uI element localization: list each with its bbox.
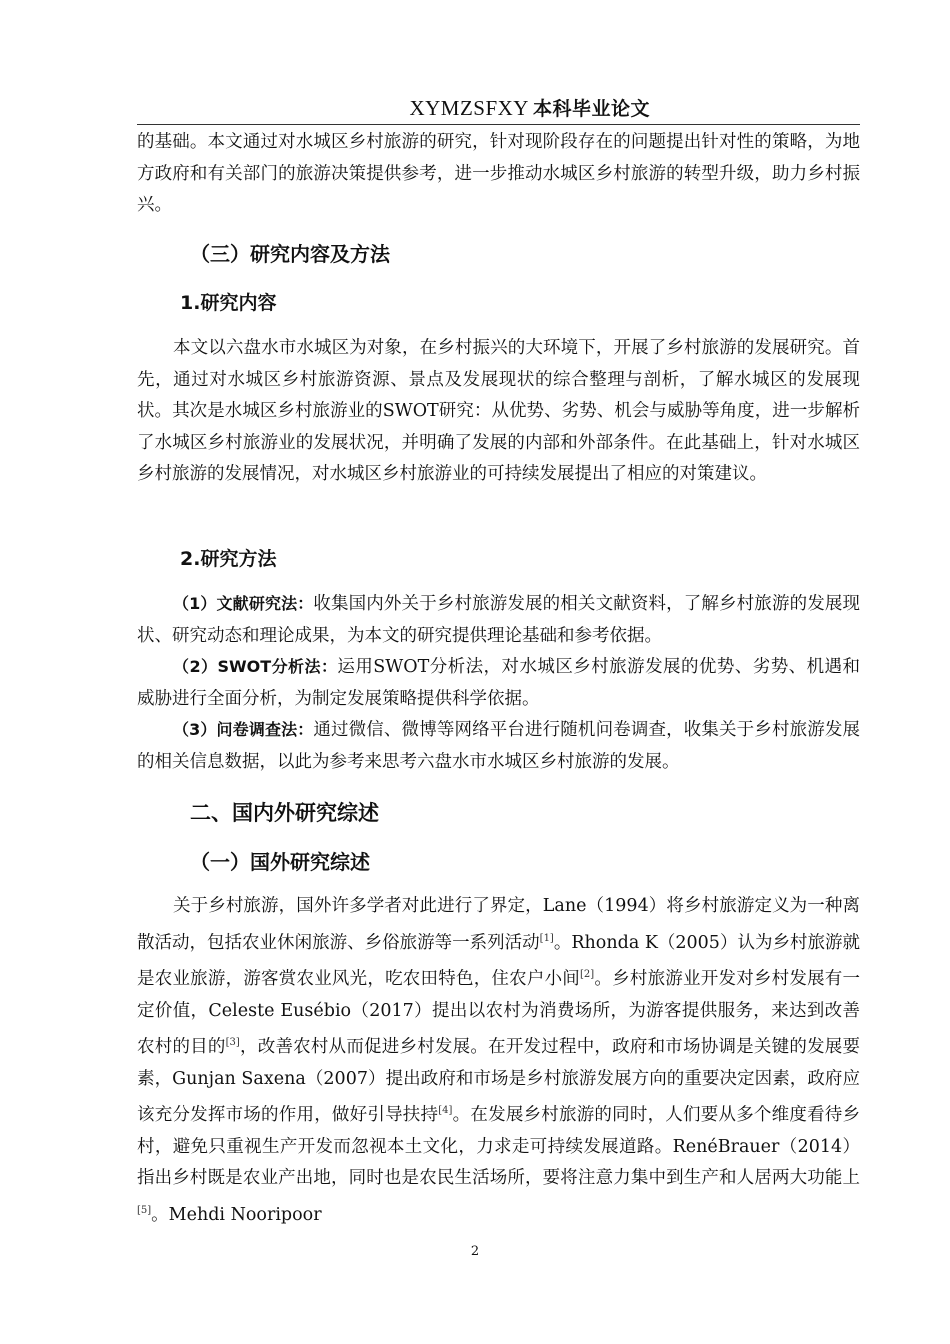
header-title bbox=[409, 94, 650, 121]
intro-tail-paragraph: 的基础。本文通过对水城区乡村旅游的研究，针对现阶段存在的问题提出针对性的策略，为地方政府和有关部门的旅游决策提供参考，进一步推动水城区乡村旅游的转型升级，助力乡村振兴。 bbox=[137, 132, 860, 215]
header-thesis-title: 本科毕业论文 bbox=[532, 98, 650, 120]
method-text: 收集国内外关于乡村旅游发展的相关文献资料，了解乡村旅游的发展现状、研究动态和理论成果，为本文的研究提供理论基础和参考依据。 bbox=[137, 594, 860, 646]
review-text: ，改善农村从而促进乡村发展。在开发过程中，政府和市场协调是关键的发展要素，Gunjan Saxena（2007）提出政府和市场是乡村旅游发展方向的重要决定因素，政府应该充分发挥市场的作用，做好引导扶持 bbox=[137, 1037, 861, 1125]
review-text: 。Mehdi Nooripoor bbox=[151, 1204, 322, 1225]
review-text: 。Rhonda K（2005）认为乡村旅游就是农业旅游，游客赏农业风光，吃农田特色，住农户小间 bbox=[137, 932, 861, 989]
method-text: 通过微信、微博等网络平台进行随机问卷调查，收集关于乡村旅游发展的相关信息数据，以此为参考来思考六盘水市水城区乡村旅游的发展。 bbox=[137, 720, 860, 772]
method-label: （3）问卷调查法： bbox=[173, 720, 314, 739]
subheading-research-methods: 2.研究方法 bbox=[180, 548, 277, 570]
citation-ref: [1] bbox=[539, 932, 554, 944]
citation-ref: [5] bbox=[137, 1204, 152, 1216]
chapter-heading-literature-review: 二、国内外研究综述 bbox=[190, 801, 379, 825]
citation-ref: [4] bbox=[438, 1105, 453, 1116]
review-text: 关于乡村旅游，国外许多学者对此进行了界定，Lane（1994）将乡村旅游定义为一种离散活动，包括农业休闲旅游、乡俗旅游等一系列活动 bbox=[137, 896, 860, 953]
header-code: XYMZSFXY bbox=[409, 96, 529, 120]
foreign-review-paragraph bbox=[137, 891, 860, 1231]
section-heading-research-content-methods: （三）研究内容及方法 bbox=[190, 242, 390, 266]
method-label: （2）SWOT分析法： bbox=[173, 657, 338, 676]
method-questionnaire bbox=[137, 714, 860, 778]
method-label: （1）文献研究法： bbox=[173, 594, 314, 613]
page-number: 2 bbox=[470, 1244, 480, 1259]
section-heading-foreign-review: （一）国外研究综述 bbox=[190, 850, 370, 874]
subheading-research-content: 1.研究内容 bbox=[180, 292, 277, 314]
method-swot bbox=[137, 651, 860, 715]
page-header bbox=[137, 92, 860, 125]
method-text: 运用SWOT分析法，对水城区乡村旅游发展的优势、劣势、机遇和威胁进行全面分析，为制定发展策略提供科学依据。 bbox=[137, 657, 860, 709]
method-literature bbox=[137, 588, 860, 652]
citation-ref: [2] bbox=[580, 969, 595, 980]
citation-ref: [3] bbox=[225, 1037, 240, 1048]
review-text: 。乡村旅游业开发对乡村发展有一定价值，Celeste Eusébio（2017）提出以农村为消费场所，为游客提供服务，来达到改善农村的目的 bbox=[137, 969, 861, 1057]
review-text: 。在发展乡村旅游的同时，人们要从多个维度看待乡村，避免只重视生产开发而忽视本土文化，力求走可持续发展道路。RenéBrauer（2014）指出乡村既是农业产出地，同时也是农民生活场所，要将注意力集中到生产和人居两大功能上 bbox=[137, 1105, 861, 1188]
research-content-paragraph: 本文以六盘水市水城区为对象，在乡村振兴的大环境下，开展了乡村旅游的发展研究。首先，通过对水城区乡村旅游资源、景点及发展现状的综合整理与剖析，了解水城区的发展现状。其次是水城区乡村旅游业的SWOT研究：从优势、劣势、机会与威胁等角度，进一步解析了水城区乡村旅游业的发展状况，并明确了发展的内部和外部条件。在此基础上，针对水城区乡村旅游的发展情况，对水城区乡村旅游业的可持续发展提出了相应的对策建议。 bbox=[137, 338, 860, 484]
